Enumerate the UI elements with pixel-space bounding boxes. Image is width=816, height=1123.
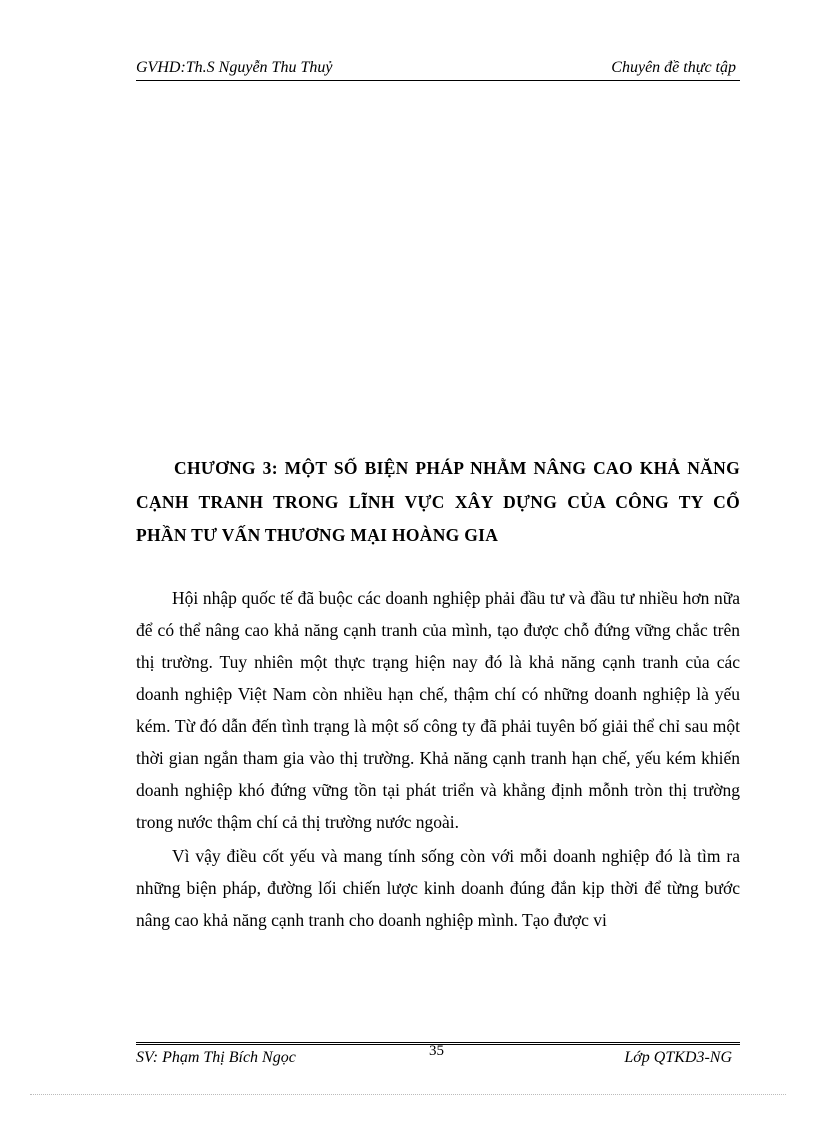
page-header [136, 56, 740, 81]
page-bottom-rule [30, 1094, 786, 1095]
body-text [136, 582, 740, 938]
paragraph-2: Vì vậy điều cốt yếu và mang tính sống còn với mỗi doanh nghiệp đó là tìm ra những biện pháp, đường lối chiến lược kinh doanh đúng đắn kịp thời để từng bước nâng cao khả năng cạnh tranh cho doanh nghiệp mình. Tạo được vi [136, 846, 740, 930]
footer-class: Lớp QTKD3-NG [624, 1049, 732, 1066]
page-number: 35 [429, 1043, 444, 1059]
page-footer [136, 1042, 740, 1075]
chapter-title-text: CHƯƠNG 3: MỘT SỐ BIỆN PHÁP NHẰM NÂNG CAO KHẢ NĂNG CẠNH TRANH TRONG LĨNH VỰC XÂY DỰNG CỦA CÔNG TY CỔ PHẦN TƯ VẤN THƯƠNG MẠI HOÀNG GIA [136, 458, 740, 545]
header-instructor: GVHD:Th.S Nguyễn Thu Thuỷ [136, 59, 333, 76]
footer-student: SV: Phạm Thị Bích Ngọc [136, 1049, 296, 1066]
chapter-title [136, 452, 740, 553]
header-doc-type: Chuyên đề thực tập [611, 59, 736, 76]
paragraph-1: Hội nhập quốc tế đã buộc các doanh nghiệp phải đầu tư và đầu tư nhiều hơn nữa để có thể nâng cao khả năng cạnh tranh của mình, tạo được chỗ đứng vững chắc trên thị trường. Tuy nhiên một thực trạng hiện nay đó là khả năng cạnh tranh của các doanh nghiệp Việt Nam còn nhiều hạn chế, thậm chí có những doanh nghiệp là yếu kém. Từ đó dẫn đến tình trạng là một số công ty đã phải tuyên bố giải thể chỉ sau một thời gian ngắn tham gia vào thị trường. Khả năng cạnh tranh hạn chế, yếu kém khiến doanh nghiệp khó đứng vững tồn tại phát triển và khẳng định mỗnh tròn thị trường trong nước thậm chí cả thị trường nước ngoài. [136, 588, 740, 832]
